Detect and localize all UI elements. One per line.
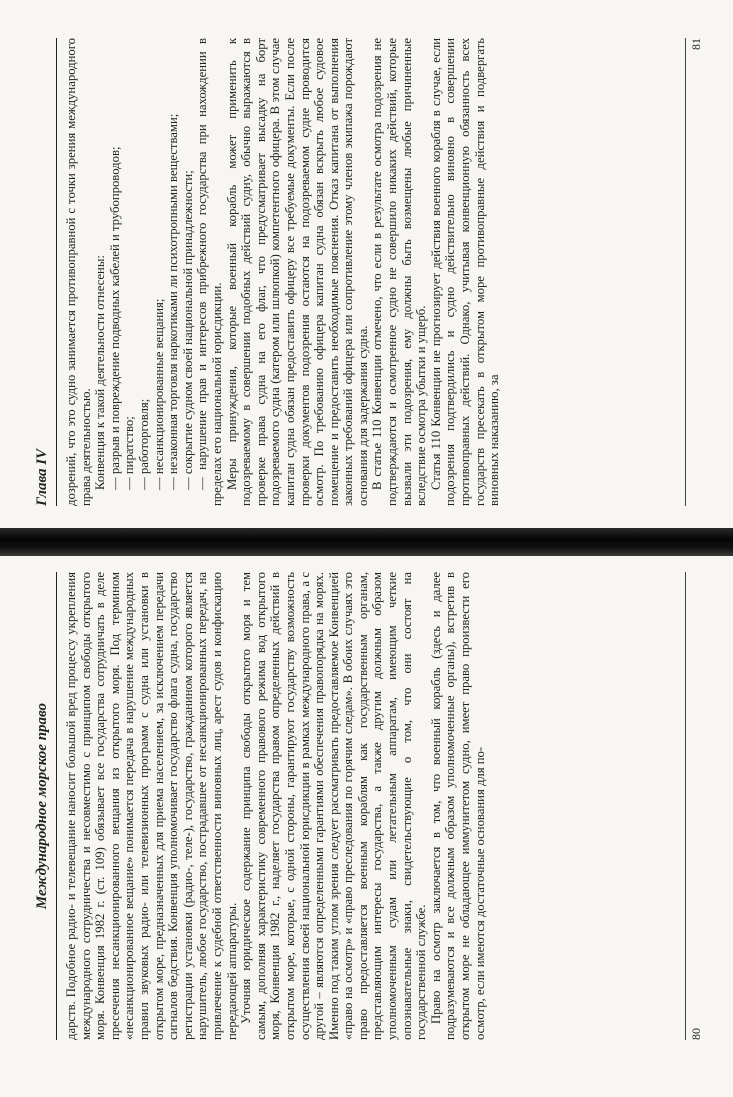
list-item: — работорговля;: [136, 398, 151, 490]
list-item: — нарушение прав и интересов прибрежного государства при нахождении в пределах его национальной юрисдикции.: [195, 38, 224, 506]
right-page-number: 81: [685, 38, 704, 506]
paragraph: дозрений, что это судно занимается противоправной с точки зрения международного права деятельностью.: [64, 38, 93, 506]
left-page: [20, 552, 710, 1060]
paragraph: Статья 110 Конвенции не прогнозирует действия военного корабля в случае, если подозрения подтвердились и судно действительно виновно в совершении противоправных действий. Однако, учитывая конвенционную обязанность всех государств пресекать в открытом море противоправные действия и подвергать виновных наказанию, за: [428, 38, 502, 506]
right-page: [20, 18, 710, 526]
paragraph: Уточняя юридическое содержание принципа свободы открытого моря и тем самым, дополняя характеристику современного правового режима вод открытого моря, Конвенция 1982 г., наделяет государства правом определенных действий в открытом море, которые, с одной стороны, гарантируют государству возможность осуществления своей национальной юрисдикции в рамках международного права, а с другой – являются определенными гарантиями обеспечения правопорядка на морях. Именно под таким углом зрения следует рассматривать предоставляемое Конвенцией «право на осмотр» и «право преследования по горячим следам». В обоих случаях это право предоставляется военным кораблям как государственным органам, представляющим интересы государства, а также другим должным образом уполномоченным судам или летательным аппаратам, имеющим четкие опознавательные знаки, свидетельствующие о том, что они состоят на государственной службе.: [239, 572, 429, 1040]
list-item: — несанкционированные вещания;: [151, 298, 166, 490]
list-item: — пиратство;: [122, 416, 137, 490]
list-item: — сокрытие судном своей национальной принадлежности;: [180, 170, 195, 490]
list-item: — незаконная торговля наркотиками ли психотропными веществами;: [166, 113, 181, 490]
left-running-head: Международное морское право: [34, 572, 57, 1040]
list-item: — разрыв и повреждение подводных кабелей и трубопроводов;: [107, 146, 122, 490]
paragraph: Конвенция к такой деятельности отнесены:: [93, 255, 108, 490]
paragraph: дарств. Подобное радио- и телевещание наносит большой вред процессу укрепления международного сотрудничества и несовместимо с принципом свободы открытого моря. Конвенция 1982 г. (ст. 109) обязывает все государства сотрудничать в деле пресечения несанкционированного вещания из открытого моря. Под термином «несанкционированное вещание» понимается передача в нарушение международных правил звуковых радио- или телевизионных программ с судна или установки в открытом море, предназначенных для приема населением, за исключением передачи сигналов бедствия. Конвенция уполномочивает государство флага судна, государство регистрации установки (радио-, теле-), государство, гражданином которого является нарушитель, любое государство, пострадавшее от несанкционированных передач, на привлечение к судебной ответственности виновных лиц, арест судов и конфискацию передающей аппаратуры.: [64, 572, 239, 1040]
right-page-text: [64, 38, 664, 506]
paragraph: Меры принуждения, которые военный корабль может применить к подозреваемому в совершении подобных действий судну, обычно выражаются в проверке права судна на его флаг, что предусматривает высадку на борт подозреваемого судна (катером или шлюпкой) компетентного офицера. В этом случае капитан судна обязан предоставить офицеру все требуемые документы. Если после проверки документов подозрения остаются на подозреваемом судне проводится осмотр. По требованию офицера капитан судна обязан вскрыть любое судовое помещение и предоставить необходимые пояснения. Отказ капитана от выполнения законных требований офицера или сопротивление этому членов экипажа порождают основания для задержания судна.: [224, 38, 370, 506]
left-page-number: 80: [685, 572, 704, 1040]
paragraph: В статье 110 Конвенции отмечено, что если в результате осмотра подозрения не подтверждаются и осмотренное судно не совершило никаких действий, которые вызвали эти подозрения, ему должны быть возмещены любые причиненные вследствие осмотра убытки и ущерб.: [370, 38, 429, 506]
paragraph: Право на осмотр заключается в том, что военный корабль (здесь и далее подразумеваются и все должным образом уполномоченные органы), встретив в открытом море не обладающее иммунитетом судно, имеет право произвести его осмотр, если имеются достаточные основания для по-: [428, 572, 487, 1040]
right-running-head: Глава IV: [34, 38, 57, 506]
left-page-text: [64, 572, 664, 1040]
